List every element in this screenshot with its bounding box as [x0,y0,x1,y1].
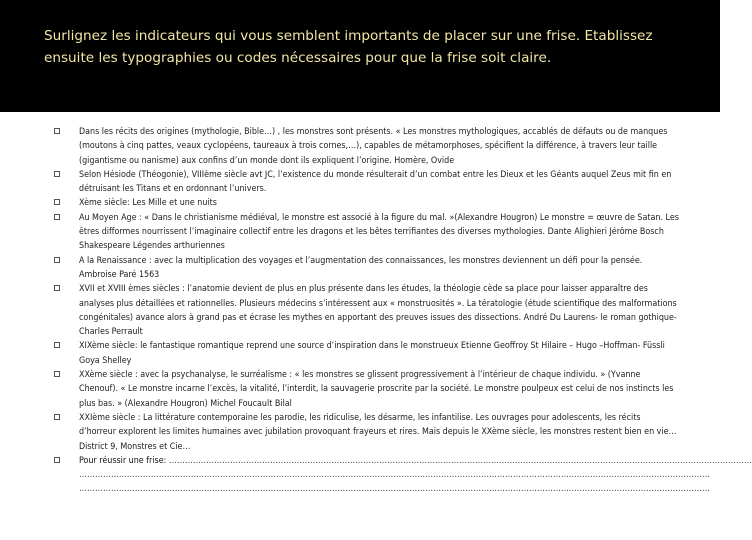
list-item-frise-tips [54,454,752,497]
hollow-square-bullet-icon [54,257,60,263]
frise-tips-dots-line-2: ………………………………………………………………………………………………………………………………………………………………………………………………………………… [79,470,710,481]
list-item-text: XVII et XVIII èmes siècles : l’anatomie devient de plus en plus présente dans les études, la théologie cède sa place pour laisser apparaître des analyses plus détaillées et rationnelles. Plusieurs médecins s’intéressent aux « monstruosités ». La tératologie (étude scientifique des malformations congénitales) avance alors à grand pas et écrase les mythes en apportant des preuves issues des dissections. André Du Laurens- le roman gothique- Charles Perrault [79,284,677,338]
list-item [54,254,680,283]
hollow-square-bullet-icon [54,342,60,348]
frise-tips-label: Pour réussir une frise: [79,455,169,466]
list-item-text: A la Renaissance : avec la multiplication des voyages et l’augmentation des connaissances, les monstres deviennent un défi pour la pensée. Ambroise Paré 1563 [79,255,643,280]
hollow-square-bullet-icon [54,128,60,134]
hollow-square-bullet-icon [54,285,60,291]
list-item-text: Xème siècle: Les Mille et une nuits [79,198,217,209]
hollow-square-bullet-icon [54,199,60,205]
list-item [54,339,680,368]
list-item-text: XIXème siècle: le fantastique romantique reprend une source d’inspiration dans le monstrueux Etienne Geoffroy St Hilaire – Hugo –Hoffman- Füssli Goya Shelley [79,341,665,366]
list-item-text: Selon Hésiode (Théogonie), VIIIème siècle avt JC, l’existence du monde résulterait d’un combat entre les Dieux et les Géants auquel Zeus mit fin en détruisant les Titans et en ordonnant l’univers. [79,169,672,195]
list-item [54,282,680,339]
list-item [54,196,680,210]
list-item-text: Dans les récits des origines (mythologie, Bible…) , les monstres sont présents. « Les monstres mythologiques, accablés de défauts ou de manques (moutons à cinq pattes, veaux cyclopéens, taureaux à trois cornes,…), capables de métamorphoses, spécifient la différence, à travers leur taille (gigantisme ou nanisme) aux confins d’un monde dont ils expliquent l’origine. Homère, Ovide [79,127,668,166]
list-item [54,211,680,254]
frise-tips-dots: ………………………………………………………………………………………………………………………………………………………………………………………………… [168,455,752,466]
list-item [54,168,680,197]
slide-header [0,0,720,112]
frise-tips-dots-line-3: ………………………………………………………………………………………………………………………………………………………………………………………………………………… [79,484,710,495]
hollow-square-bullet-icon [54,171,60,177]
hollow-square-bullet-icon [54,371,60,377]
slide-title: Surlignez les indicateurs qui vous semblent importants de placer sur une frise. Etablissez ensuite les typographies ou codes nécessaires pour que la frise soit claire. [44,28,653,66]
frise-tips-line [79,454,752,468]
timeline-notes-list [54,125,752,497]
list-item [54,411,680,454]
list-item [54,125,680,168]
hollow-square-bullet-icon [54,457,60,463]
list-item-text: XXème siècle : avec la psychanalyse, le surréalisme : « les monstres se glissent progressivement à l’intérieur de chaque individu. » (Yvanne Chenouf). « Le monstre incarne l’excès, la vitalité, l’interdit, la sauvagerie proscrite par la société. Le monstre poulpeux est celui de nos instincts les plus bas. » (Alexandre Hougron) Michel Foucault Bilal [79,370,674,409]
list-item-text: XXIème siècle : La littérature contemporaine les parodie, les ridiculise, les désarme, les infantilise. Les ouvrages pour adolescents, les récits d’horreur explorent les limites humaines avec jubilation provoquant frayeurs et rires. Mais depuis le XXème siècle, les monstres restent bien en vie… District 9, Monstres et Cie… [79,412,677,452]
hollow-square-bullet-icon [54,214,60,220]
list-item-text: Au Moyen Age : « Dans le christianisme médiéval, le monstre est associé à la figure du mal. »(Alexandre Hougron) Le monstre = œuvre de Satan. Les êtres difformes nourrissent l’imaginaire collectif entre les dragons et les bêtes terrifiantes des diverses mythologies. Dante Alighieri Jérôme Bosch Shakespeare Légendes arthuriennes [79,212,679,252]
list-item [54,368,680,411]
hollow-square-bullet-icon [54,414,60,420]
